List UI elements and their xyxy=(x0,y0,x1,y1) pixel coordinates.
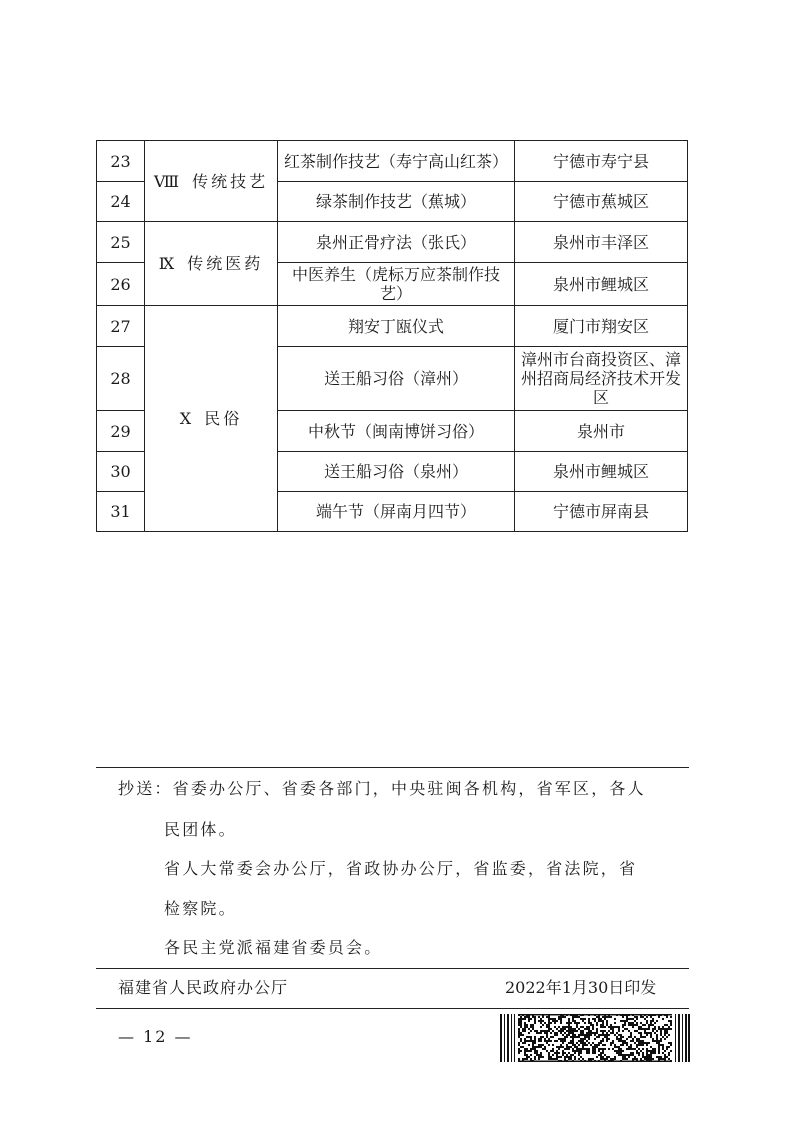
issuer-top-rule xyxy=(96,968,689,969)
table-row xyxy=(97,222,688,263)
item-name: 绿茶制作技艺（蕉城） xyxy=(278,182,515,222)
category-cell xyxy=(145,222,278,306)
region: 泉州市鲤城区 xyxy=(515,263,688,306)
row-number: 30 xyxy=(97,452,145,492)
item-name: 端午节（屏南月四节） xyxy=(278,492,515,532)
row-number: 31 xyxy=(97,492,145,532)
page-number: — 12 — xyxy=(118,1027,193,1046)
region: 漳州市台商投资区、漳州招商局经济技术开发区 xyxy=(515,347,688,411)
category-roman: Ⅹ xyxy=(179,409,195,428)
category-cell xyxy=(145,141,278,222)
issuer-bottom-rule xyxy=(96,1008,689,1009)
category-name: 传统技艺 xyxy=(192,171,269,191)
category-name: 传统医药 xyxy=(187,254,264,273)
cc-line-2: 民团体。 xyxy=(164,820,237,839)
row-number: 26 xyxy=(97,263,145,306)
category-name: 民俗 xyxy=(204,409,243,428)
region: 厦门市翔安区 xyxy=(515,306,688,347)
issuing-office: 福建省人民政府办公厅 xyxy=(118,978,289,997)
row-number: 25 xyxy=(97,222,145,263)
region: 泉州市 xyxy=(515,411,688,452)
region: 宁德市寿宁县 xyxy=(515,141,688,182)
region: 泉州市丰泽区 xyxy=(515,222,688,263)
item-name: 送王船习俗（漳州） xyxy=(278,347,515,411)
region: 泉州市鲤城区 xyxy=(515,452,688,492)
item-name: 泉州正骨疗法（张氏） xyxy=(278,222,515,263)
cc-line-1 xyxy=(118,779,646,799)
region: 宁德市屏南县 xyxy=(515,492,688,532)
row-number: 23 xyxy=(97,141,145,182)
item-name: 中秋节（闽南博饼习俗） xyxy=(278,411,515,452)
row-number: 29 xyxy=(97,411,145,452)
barcode-image xyxy=(500,1014,690,1062)
table-row xyxy=(97,306,688,347)
item-name: 中医养生（虎标万应茶制作技艺） xyxy=(278,263,515,306)
cc-text: 省委办公厅、省委各部门，中央驻闽各机构，省军区，各人 xyxy=(172,779,646,798)
item-name: 送王船习俗（泉州） xyxy=(278,452,515,492)
category-roman: Ⅸ xyxy=(158,254,178,273)
item-name: 翔安丁瓯仪式 xyxy=(278,306,515,347)
cc-label: 抄送： xyxy=(118,779,173,798)
row-number: 28 xyxy=(97,347,145,411)
cc-line-4: 检察院。 xyxy=(164,899,237,918)
item-name: 红茶制作技艺（寿宁高山红茶） xyxy=(278,141,515,182)
table-row xyxy=(97,141,688,182)
cc-line-5: 各民主党派福建省委员会。 xyxy=(164,938,383,957)
heritage-list-table xyxy=(96,140,688,532)
cc-line-3: 省人大常委会办公厅，省政协办公厅，省监委，省法院，省 xyxy=(164,859,638,878)
region: 宁德市蕉城区 xyxy=(515,182,688,222)
row-number: 24 xyxy=(97,182,145,222)
category-roman: Ⅷ xyxy=(153,171,183,191)
print-date: 2022年1月30日印发 xyxy=(505,978,657,997)
cc-top-rule xyxy=(96,767,689,768)
category-cell xyxy=(145,306,278,532)
row-number: 27 xyxy=(97,306,145,347)
